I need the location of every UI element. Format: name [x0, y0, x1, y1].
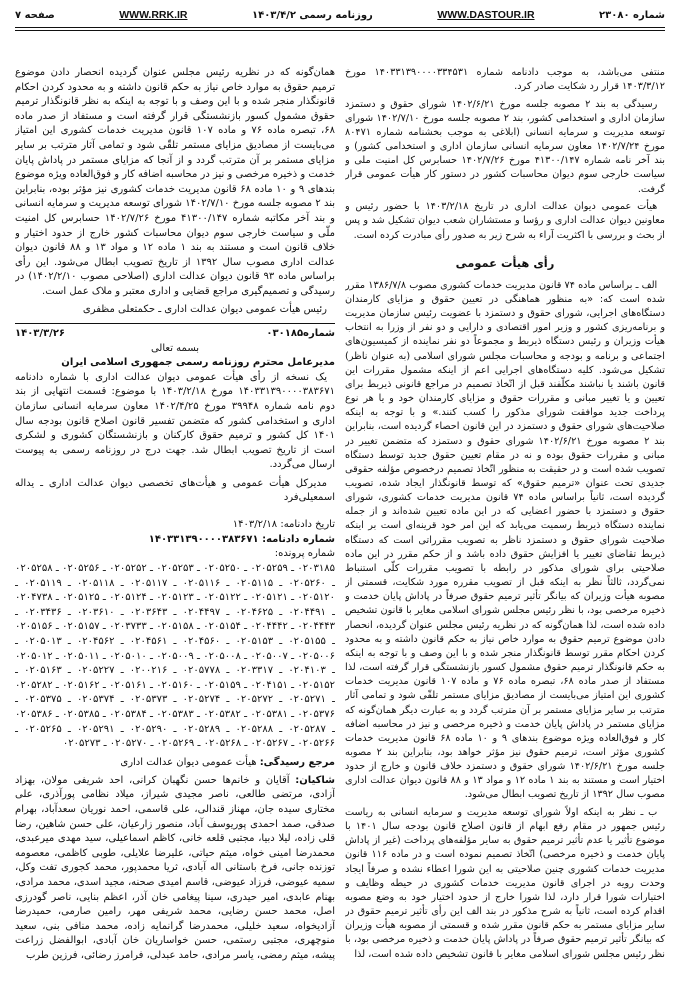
paragraph-session: هیأت عمومی دیوان عدالت اداری در تاریخ ۱۴۰۳/۲/۱۸ با حضور رئیس و معاونین دیوان عدالت اداری و رؤسا و مستشاران شعب دیوان تشکیل شد و پس از بحث و بررسی با اکثریت آراء به شرح زیر به صدور رأی مبادرت کرده است. — [345, 201, 665, 241]
ruling-number: شماره دادنامه: ۱۴۰۳۳۱۳۹۰۰۰۰۳۸۳۶۷۱ — [148, 533, 335, 545]
header-double-rule — [15, 27, 665, 31]
ruling-heading: رأی هیأت عمومی — [455, 256, 555, 271]
case-number: ۰۲۰۵۱۵۶ — [15, 621, 53, 633]
case-number: ۰۲۰۵۱۶۳ — [24, 665, 62, 677]
page-header — [15, 5, 665, 25]
left-column — [15, 66, 335, 972]
case-number: ۰۲۰۵۳۷۴ — [76, 694, 115, 706]
case-number: ۰۲۰۵۰۱۱ — [62, 650, 100, 662]
case-number: ۰۲۰۵۲۵۸ — [15, 563, 53, 574]
case-number: ۰۲۰۴۴۹۷ — [182, 606, 221, 618]
paragraph-ruling-alef: الف ـ براساس ماده ۷۴ قانون مدیریت خدمات کشوری مصوب ۱۳۸۶/۷/۸ مقرر شده است که: «به منظور هماهنگی در تعیین حقوق و مزایای کارمندان دستگاه‌های اجرایی، شورای حقوق و دستمزد با عضویت رئیس سازمان مدیریت و برنامه‌ریزی کشور و وزیر امور اقتصادی و دارایی و دو نفر از وزرا به انتخاب هیأت وزیران و رئیس دستگاه ذیربط و مجموعاً دو نفر نماینده از کمیسیون‌های اجتماعی و برنامه و بودجه و محاسبات مجلس شورای اسلامی (به عنوان ناظر) تشکیل می‌شود. کلیه دستگاه‌های اجرایی اعم از اینکه مشمول مقررات این قانون باشند یا نباشند مکلّفند قبل از اتّخاذ تصمیم در مراجع قانونی ذیربط برای تعیین و یا تغییر مبانی و مقررات حقوق و مزایای کارمندان خود و یا هر نوع پرداخت جدید موافقت شورای مذکور را کسب کنند.» و با توجه به اینکه صلاحیت‌های شورای حقوق و دستمزد در این قانون احصاء گردیده است، بنابراین بند ۲ مصوبه مورخ ۱۴۰۲/۶/۲۱ شورای حقوق و دستمزد که متضمن تغییر در مبانی و مقررات حقوق بوده و نه در مقام تعیین حقوق جدید توسط دستگاه تصویب شده است و در حقیقت به منظور اتّخاذ تصمیم درخصوص مؤلفه حقوقی جدیدی تحت عنوان «ترمیم حقوق» که توسط قانونگذار ایجاد شده، تصویب گردیده است، ثانیاً براساس ماده ۷۴ قانون مدیریت خدمات کشوری، شورای حقوق و دستمزد با حضور اعضایی که در این ماده تعیین شده‌اند و از جمله نماینده دستگاه ذیربط رسمیت می‌یابد که این امر خود قرینه‌ای است بر اینکه صلاحیت شورای حقوق و دستمزد ناظر به تصویب مقرراتی است که دستگاه ذیربط تقاضای تغییر یا افزایش حقوق داده باشد و از حکم مقرر در این ماده صلاحیتی برای شورای مذکور در رابطه با تصویب مقررات کلّی استنباط نمی‌گردد، ثالثاً نظر به اینکه قبل از تصویب مقرره مورد شکایت، قسمتی از مصوبه هیأت وزیران که بیانگر تأثیر ترمیم حقوق صرفاً در پاداش پایان خدمت و ذخیره مرخصی بود، با نظر رئیس مجلس شورای اسلامی مغایر با قانون تشخیص داده شده است، لذا همان‌گونه که در نظریه رئیس مجلس عنوان گردیده، انحصار دادن موضوع ترمیم حقوق به موارد خاص نیاز به حکم قانون داشته و به محدود کردن احکام مقرر توسط قانونگذار منجر شده و با این وصف و با توجه به اینکه به حکم قانونگذار ترمیم حقوق مشمول کسور بازنشستگی قرار گرفته است، لذا مستفاد از صدر ماده ۶۸، تبصره ماده ۷۶ و ماده ۱۰۷ قانون مدیریت خدمات کشوری این امتیاز می‌بایست از مصادیق مزایای مستمر تلقّی شود و تمامی آثار مترتب بر سایر مزایای مستمر بر آن مترتب گردد و به عبارت دیگر همان‌گونه که مزایای مستمر در پاداش پایان خدمت و ذخیره مرخصی و نیز در محاسبه اضافه کار و فوق‌العاده ویژه موضوع بندهای ۹ و ۱۰ ماده ۶۸ قانون مدیریت خدمات کشوری مؤثر است، ترمیم حقوق نیز مؤثر خواهد بود، بنابراین بند ۲ مصوبه جلسه مورخ ۱۴۰۲/۶/۲۱ شورای حقوق و دستمزد خلاف قانون و خارج از حدود اختیار است و مستند به بند ۱ ماده ۱۲ و مواد ۱۳ و ۸۸ قانون دیوان عدالت اداری مصوب سال ۱۳۹۲ از تاریخ تصویب ابطال می‌شود. — [345, 279, 665, 801]
case-number: ۰۲۰۵۳۸۵ — [62, 708, 100, 720]
case-number: ۰۲۰۳۱۸۵ — [297, 563, 335, 574]
case-number: ۰۲۰۵۲۷۱ — [288, 694, 326, 706]
case-number: ۰۲۰۵۱۵۲ — [297, 679, 335, 691]
case-number: ۰۲۰۵۲۵۰ — [203, 563, 241, 574]
case-number: ۰۲۰۵۳۸۲ — [203, 708, 241, 720]
case-number: ۰۲۰۵۱۱۸ — [76, 577, 115, 589]
case-number: ۰۲۰۳۳۱۷ — [235, 665, 274, 677]
case-number: ۰۲۰۴۷۳۸ — [15, 592, 53, 604]
case-number: ۰۲۰۵۳۸۶ — [15, 708, 53, 720]
page-number: صفحه ۷ — [15, 9, 55, 21]
case-number: ۰۲۰۵۱۲۴ — [109, 592, 147, 604]
site-rrk-url: WWW.RRK.IR — [119, 9, 188, 21]
case-number: ۰۲۰۳۷۳۳ — [109, 621, 147, 633]
case-number: ۰۲۰۵۲۸۹ — [182, 723, 221, 735]
paragraph-dismissal: منتفی می‌باشد، به موجب دادنامه شماره ۱۴۰۳۳۱۳۹۰۰۰۰۳۳۴۵۳۱ مورخ ۱۴۰۳/۳/۱۲ قرار رد شکایت صادر کرد. — [345, 67, 665, 93]
case-number: ۰۲۰۵۲۶۸ — [203, 738, 242, 750]
letter-date: ۱۴۰۳/۳/۲۶ — [15, 328, 66, 340]
spacer — [15, 509, 335, 518]
case-number: ۰۲۰۵۱۶۱ — [109, 679, 147, 691]
paragraph-ruling-be: ب ـ نظر به اینکه اولاً شورای توسعه مدیریت و سرمایه انسانی به ریاست رئیس جمهور در مقام رفع ابهام از قانون اصلاح قانون بودجه سال ۱۴۰۱ با موضوع تأثیر یا عدم تأثیر ترمیم حقوق به سایر مؤلفه‌های پرداخت (غیر از پاداش پایان خدمت و ذخیره مرخصی) اتّخاذ تصمیم نموده است و در ماده ۱۱۶ قانون مدیریت خدمات کشوری چنین صلاحیتی به این شورا اعطاء نشده و صرفاً ایجاد وحدت رویه در اجرای قانون مدیریت خدمات کشوری در حیطه وظایف و اختیارات شورا قرار دارد، لذا شورا خارج از حدود اختیار خود به وضع مصوبه اقدام کرده است، ثانیاً به شرح مذکور در بند الف این رأی تأثیر ترمیم حقوق در سایر مزایای مستمر به حکم قانون مقرر شده و قسمتی از مصوبه هیأت وزیران که بیانگر تأثیر ترمیم حقوق صرفاً در پاداش پایان خدمت و ذخیره مرخصی بود، با نظر رئیس مجلس شورای اسلامی مغایر با قانون تشخیص داده شده است، لذا — [345, 806, 665, 960]
case-number: ۰۲۰۵۱۵۹ — [203, 679, 241, 691]
case-number: ۰۲۰۵۱۶۰ — [156, 679, 194, 691]
letter-sender: مدیرکل هیأت عمومی و هیأت‌های تخصصی دیوان عدالت اداری ـ یداله اسمعیلی‌فرد — [15, 477, 335, 504]
case-number: ۰۲۰۵۳۸۴ — [109, 708, 147, 720]
case-number: ۰۲۰۴۴۹۱ — [288, 606, 326, 618]
letter-basmala: بسمه تعالی — [150, 342, 200, 354]
case-number: ۰۲۰۵۲۶۶ — [297, 738, 335, 750]
case-number: ۰۲۰۵۱۱۹ — [24, 577, 62, 589]
case-number: ۰۲۰۵۲۵۲ — [109, 563, 147, 574]
plaintiffs-line — [15, 774, 335, 964]
case-number: ۰۲۰۵۲۷۴ — [182, 694, 221, 706]
case-number: ۰۲۰۵۰۱۳ — [24, 635, 62, 647]
case-number: ۰۲۰۵۲۶۹ — [156, 738, 195, 750]
paragraph-ruling-continued: همان‌گونه که در نظریه رئیس مجلس عنوان گردیده انحصار دادن موضوع ترمیم حقوق به موارد خاص نیاز به حکم قانون داشته و به محدود کردن احکام قانونگذار منجر شده و با این وصف و با توجه به اینکه به نظر قانونگذار ترمیم حقوق مشمول کسور بازنشستگی قرار گرفته است و مستفاد از صدر ماده ۶۸، تبصره ماده ۷۶ و ماده ۱۰۷ قانون مدیریت خدمات کشوری این امتیاز می‌بایست از مصادیق مزایای مستمر تلقّی شود و تمامی آثار مترتب بر سایر مزایای مستمر بر آن مترتب گردد و از آنجا که مزایای مستمر در پاداش پایان خدمت و ذخیره مرخصی و نیز در محاسبه اضافه کار و فوق‌العاده ویژه موضوع بندهای ۹ و ۱۰ ماده ۶۸ قانون مدیریت خدمات کشوری نیز مؤثر بوده، بنابراین بند ۲ مصوبه جلسه مورخ ۱۴۰۲/۷/۱۰ شورای توسعه مدیریت و سرمایه انسانی و بند آخر مکاتبه شماره ۴۱۳۰۰/۱۴۷ مورخ ۱۴۰۲/۷/۲۶ حسابرس کل امنیت ملّی و سیاست خارجی سوم دیوان محاسبات کشور خارج از حدود اختیار و خلاف قانون است و مستند به بند ۱ ماده ۱۲ و مواد ۱۳ و ۸۸ قانون دیوان عدالت اداری مصوب سال ۱۳۹۲ از تاریخ تصویب ابطال می‌شود. این رأی براساس ماده ۹۳ قانون دیوان عدالت اداری (اصلاحی مصوب ۱۴۰۲/۲/۱۰) در رسیدگی و تصمیم‌گیری مراجع قضایی و اداری معتبر و ملاک عمل است. — [15, 67, 335, 297]
newspaper-name-date: روزنامه رسمی ۱۴۰۳/۴/۲ — [252, 9, 373, 21]
case-number: ۰۲۰۵۳۸۱ — [250, 708, 288, 720]
case-number-label: شماره پرونده: — [274, 548, 335, 560]
authority-value: هیأت عمومی دیوان عدالت اداری — [120, 756, 257, 768]
case-number: ۰۲۰۵۲۶۵ — [24, 723, 62, 735]
case-number: ۰۲۰۵۱۵۵ — [288, 635, 326, 647]
letter-number: شماره۰۳۰۱۸۵ — [266, 328, 335, 340]
case-number: ۰۲۰۵۲۸۸ — [235, 723, 274, 735]
paragraph-subject: رسیدگی به بند ۲ مصوبه جلسه مورخ ۱۴۰۲/۶/۲۱ شورای حقوق و دستمزد سازمان اداری و استخدامی کشور، بند ۲ مصوبه جلسه مورخ ۱۴۰۲/۷/۱۰ شورای توسعه مدیریت و سرمایه انسانی (ابلاغی به موجب بخشنامه شماره ۸۰۴۷۱ مورخ ۱۴۰۲/۷/۲۴ معاون سرمایه انسانی سازمان اداری و استخدامی کشور) و بند آخر نامه شماره ۴۱۳۰۰/۱۴۷ مورخ ۱۴۰۲/۷/۲۶ حسابرس کل امنیت ملی و سیاست خارجی سوم دیوان محاسبات کشور در دستور کار هیأت عمومی قرار گرفت. — [345, 98, 665, 195]
case-number: ۰۲۰۴۴۴۳ — [297, 621, 335, 633]
case-number: ۰۲۰۵۲۶۰ — [288, 577, 326, 589]
case-number: ۰۲۰۵۱۱۵ — [235, 577, 274, 589]
case-number: ۰۲۰۵۲۸۲ — [15, 679, 53, 691]
letter-header — [15, 327, 335, 342]
case-number: ۰۲۰۵۱۶۲ — [62, 679, 100, 691]
site-dastour-url: WWW.DASTOUR.IR — [437, 9, 535, 21]
case-number: ۰۲۰۴۵۶۲ — [76, 635, 115, 647]
case-number: ۰۲۰۵۲۵۳ — [156, 563, 194, 574]
case-number: ۰۲۰۴۱۵۱ — [250, 679, 288, 691]
case-number: ۰۲۰۵۱۵۸ — [156, 621, 194, 633]
case-number: ۰۲۰۵۱۵۳ — [235, 635, 274, 647]
letter-addressee: مدیرعامل محترم روزنامه رسمی جمهوری اسلامی ایران — [61, 357, 335, 369]
case-number: ۰۲۰۵۲۷۳ — [62, 738, 101, 750]
case-number: ۰۲۰۵۰۰۶ — [297, 650, 335, 662]
case-number: ۰۲۰۵۳۷۳ — [129, 694, 168, 706]
case-number: ۰۲۰۵۳۷۶ — [297, 708, 335, 720]
case-number: ۰۲۰۵۲۹۱ — [76, 723, 115, 735]
case-number: ۰۲۰۵۰۰۸ — [203, 650, 241, 662]
case-number: ۰۲۰۵۲۷۰ — [109, 738, 148, 750]
case-number: ۰۲۰۵۱۲۱ — [250, 592, 288, 604]
case-number: ۰۲۰۴۵۶۰ — [182, 635, 221, 647]
case-number: ۰۲۰۵۰۱۰ — [109, 650, 147, 662]
right-column — [345, 66, 665, 972]
case-number: ۰۲۰۵۱۲۰ — [297, 592, 335, 604]
section-divider — [15, 323, 335, 324]
ruling-signature: رئیس هیأت عمومی دیوان عدالت اداری ـ حکمتعلی مظفری — [82, 304, 327, 315]
case-number: ۰۲۰۵۱۲۲ — [203, 592, 241, 604]
case-number: ۰۲۰۳۴۳۶ — [24, 606, 62, 618]
plaintiffs-list: آقایان و خانم‌ها حسن نگهبان کرانی، احد شریفی مولان، بهزاد آزادی، مرتضی طالعی، ناصر مجیدی شیراز، میلاد نظامی پورآذری، علی مختاری سیده جان، مهناز قندالی، علی قاسمی، احمد نوریان سعدآباد، بهرام صدقی، صمد احمدی پوریوسف آباد، منصور زارعیان، علی حسن شاهین، رضا قلی زاده، لیلا دبیا، مجتبی قلعه خانی، کاظم اسماعیلی، سید مهدی میرعبدی، محمدرضا امینی خواه، میثم حیاتی، علیرضا علایلی، طوبی کاظمی، معصومه توزنده جانی، فرخ باستانی اله آبادی، ثریا محمدپور، محمد کجوری تفت وکل، سمیه عیوضی، فرزاد عیوضی، قاسم امیدی صحنه، مجید اسدی، محمد مرادی، بهنام عابدی، امیر حیدری، سینا پیغامی خان آذر، اعظم بنایی، ناصر گودرزی اصل، محمد حسن رضایی، محمد شریفی مهر، رامین صارمی، حمیدرضا آزادیخواه، سعید خلیلی، محمدرضا گرانمایه زاده، محمد منافی بنی، سعید منوچهری، مجتبی رستمی، حسن خواساریان خان آبادی، ابوالفضل زراعت پیشه، میثم رمضی، یاسر مرادی، حامد عبدلی، فرامرز رضائی، فرزین طرب — [15, 774, 335, 961]
plaintiffs-label: شاکیان: — [295, 774, 335, 786]
case-number: ۰۲۰۵۱۵۴ — [203, 621, 241, 633]
case-number: ۰۲۰۵۷۷۸ — [182, 665, 221, 677]
case-number: ۰۲۰۴۱۰۳ — [288, 665, 326, 677]
authority-line — [15, 756, 335, 771]
case-number: ۰۲۰۵۱۱۶ — [182, 577, 221, 589]
case-number: ۰۲۰۵۲۲۷ — [76, 665, 115, 677]
case-number: ۰۲۰۳۶۴۳ — [129, 606, 168, 618]
case-number: ۰۲۰۵۲۶۷ — [250, 738, 289, 750]
case-number: ۰۲۰۵۲۹۰ — [129, 723, 168, 735]
case-number: ۰۲۰۵۲۵۹ — [250, 563, 288, 574]
case-number: ۰۲۰۴۵۶۱ — [129, 635, 168, 647]
case-number: ۰۲۰۵۰۱۲ — [15, 650, 53, 662]
case-number: ۰۲۰۵۲۵۶ — [62, 563, 100, 574]
case-number: ۰۲۰۵۱۵۷ — [62, 621, 100, 633]
case-number: ۰۲۰۵۳۷۵ — [24, 694, 62, 706]
case-number: ۰۲۰۵۱۱۷ — [129, 577, 168, 589]
issue-number: شماره ۲۳۰۸۰ — [599, 9, 665, 21]
case-number: ۰۲۰۳۶۱۰ — [76, 606, 115, 618]
case-number: ۰۲۰۵۲۸۷ — [288, 723, 326, 735]
ruling-date: تاریخ دادنامه: ۱۴۰۳/۲/۱۸ — [232, 519, 335, 531]
case-number: ۰۲۰۵۲۷۲ — [235, 694, 274, 706]
case-numbers-list: ۰۲۰۳۱۸۵ ـ ۰۲۰۵۲۵۹ ـ ۰۲۰۵۲۵۰ ـ ۰۲۰۵۲۵۳ ـ ۰۲۰۵۲۵۲ ـ ۰۲۰۵۲۵۶ ـ ۰۲۰۵۲۵۸ ـ ۰۲۰۵۲۶۰ ـ ۰۲۰۵۱۱۵ ـ ۰۲۰۵۱۱۶ ـ ۰۲۰۵۱۱۷ ـ ۰۲۰۵۱۱۸ ـ ۰۲۰۵۱۱۹ ـ ۰۲۰۵۱۲۰ ـ ۰۲۰۵۱۲۱ ـ ۰۲۰۵۱۲۲ ـ ۰۲۰۵۱۲۳ ـ ۰۲۰۵۱۲۴ ـ ۰۲۰۵۱۲۵ ـ ۰۲۰۴۷۳۸ ـ ۰۲۰۴۴۹۱ ـ ۰۲۰۴۶۲۵ ـ ۰۲۰۴۴۹۷ ـ ۰۲۰۳۶۴۳ ـ ۰۲۰۳۶۱۰ ـ ۰۲۰۳۴۳۶ ـ ۰۲۰۴۴۴۳ ـ ۰۲۰۴۴۴۲ ـ ۰۲۰۵۱۵۴ ـ ۰۲۰۵۱۵۸ ـ ۰۲۰۳۷۳۳ ـ ۰۲۰۵۱۵۷ ـ ۰۲۰۵۱۵۶ ـ ۰۲۰۵۱۵۵ ـ ۰۲۰۵۱۵۳ ـ ۰۲۰۴۵۶۰ ـ ۰۲۰۴۵۶۱ ـ ۰۲۰۴۵۶۲ ـ ۰۲۰۵۰۱۳ ـ ۰۲۰۵۰۰۶ ـ ۰۲۰۵۰۰۷ ـ ۰۲۰۵۰۰۸ ـ ۰۲۰۵۰۰۹ ـ ۰۲۰۵۰۱۰ ـ ۰۲۰۵۰۱۱ ـ ۰۲۰۵۰۱۲ ـ ۰۲۰۴۱۰۳ ـ ۰۲۰۳۳۱۷ ـ ۰۲۰۵۷۷۸ ـ ۰۲۰۰۲۱۶ ـ ۰۲۰۵۲۲۷ ـ ۰۲۰۵۱۶۳ ـ ۰۲۰۵۱۵۲ ـ ۰۲۰۴۱۵۱ ـ ۰۲۰۵۱۵۹ ـ ۰۲۰۵۱۶۰ ـ ۰۲۰۵۱۶۱ ـ ۰۲۰۵۱۶۲ ـ ۰۲۰۵۲۸۲ ـ ۰۲۰۵۲۷۱ ـ ۰۲۰۵۲۷۲ ـ ۰۲۰۵۲۷۴ ـ ۰۲۰۵۳۷۳ ـ ۰۲۰۵۳۷۴ ـ ۰۲۰۵۳۷۵ ـ ۰۲۰۵۳۷۶ ـ ۰۲۰۵۳۸۱ ـ ۰۲۰۵۳۸۲ ـ ۰۲۰۵۳۸۳ ـ ۰۲۰۵۳۸۴ ـ ۰۲۰۵۳۸۵ ـ ۰۲۰۵۳۸۶ ـ ۰۲۰۵۲۸۷ ـ ۰۲۰۵۲۸۸ ـ ۰۲۰۵۲۸۹ ـ ۰۲۰۵۲۹۰ ـ ۰۲۰۵۲۹۱ ـ ۰۲۰۵۲۶۵ ـ ۰۲۰۵۲۶۶ ـ ۰۲۰۵۲۶۷ ـ ۰۲۰۵۲۶۸ ـ ۰۲۰۵۲۶۹ ـ ۰۲۰۵۲۷۰ ـ ۰۲۰۵۲۷۳ — [15, 563, 335, 750]
case-number: ۰۲۰۵۱۲۳ — [156, 592, 194, 604]
case-number: ۰۲۰۵۰۰۷ — [250, 650, 288, 662]
letter-body: یک نسخه از رأی هیأت عمومی دیوان عدالت اداری با شماره دادنامه ۱۴۰۳۳۱۳۹۰۰۰۰۳۸۳۶۷۱ مورخ ۱۴۰۳/۲/۱۸ با موضوع: قسمت انتهایی از بند دوم نامه شماره ۳۹۹۴۸ مورخ ۱۴۰۲/۴/۲۵ معاون سرمایه انسانی سازمان اداری و استخدامی کشور که متضمن تفسیر قانون اصلاح قانون بودجه سال ۱۴۰۱ کل کشور و ترمیم حقوق کارکنان و بازنشستگان کشوری و لشکری است از تاریخ تصویب ابطال شد. جهت درج در روزنامه رسمی به پیوست ارسال می‌گردد. — [15, 371, 335, 471]
authority-label: مرجع رسیدگی: — [259, 756, 335, 768]
case-number: ۰۲۰۴۶۲۵ — [235, 606, 274, 618]
case-number: ۰۲۰۵۱۲۵ — [62, 592, 100, 604]
case-number: ۰۲۰۵۰۰۹ — [156, 650, 194, 662]
case-number: ۰۲۰۵۳۸۳ — [156, 708, 194, 720]
case-number: ۰۲۰۰۲۱۶ — [129, 665, 168, 677]
case-number: ۰۲۰۴۴۴۲ — [250, 621, 288, 633]
